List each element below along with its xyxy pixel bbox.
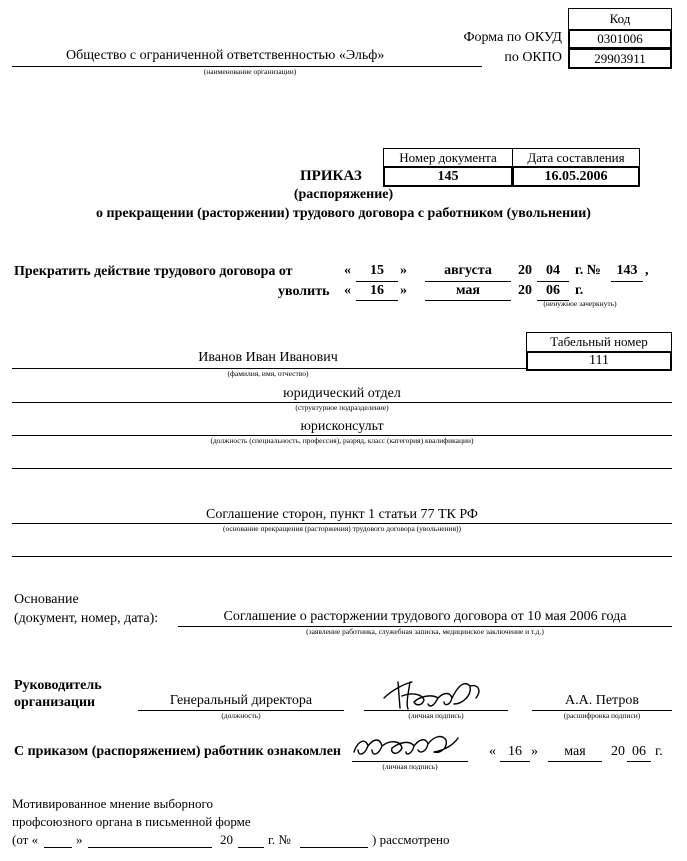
- organization-name: Общество с ограниченной ответственностью «Эльф»: [66, 48, 385, 63]
- department-caption: (структурное подразделение): [295, 403, 389, 412]
- acknowledged-year-prefix: 20: [611, 744, 625, 759]
- okud-value: 0301006: [597, 31, 643, 46]
- organization-caption: (наименование организации): [203, 67, 297, 76]
- acknowledged-open-quote: «: [489, 744, 496, 759]
- okpo-cell: [568, 48, 672, 69]
- basis-caption: (заявление работника, служебная записка, медицинское заключение и т.д.): [306, 627, 544, 636]
- employee-signature: [350, 730, 462, 764]
- acknowledged-year-line: [627, 761, 651, 762]
- code-header-cell: [568, 8, 672, 30]
- acknowledged-day: 16: [508, 744, 522, 759]
- union-year-prefix: 20: [220, 832, 233, 847]
- head-position: Генеральный директора: [169, 693, 313, 708]
- employee-name: Иванов Иван Иванович: [198, 350, 338, 365]
- code-header: Код: [609, 11, 631, 26]
- union-month-line: [88, 847, 212, 848]
- acknowledged-month: мая: [564, 744, 586, 759]
- dismiss-g: г.: [575, 283, 584, 298]
- union-year-line: [238, 847, 264, 848]
- employee-signature-caption: (личная подпись): [382, 762, 438, 771]
- title-subtitle: (распоряжение): [293, 187, 394, 202]
- acknowledged-g: г.: [655, 744, 663, 759]
- employee-name-caption: (фамилия, имя, отчество): [227, 369, 309, 378]
- dismiss-caption: (ненужное зачеркнуть): [543, 299, 617, 308]
- dismiss-day: 16: [370, 283, 384, 298]
- employee-position: юрисконсульт: [300, 419, 384, 434]
- termination-open-quote: «: [344, 263, 351, 278]
- doc-date-cell: [512, 166, 640, 187]
- tab-number-header: Табельный номер: [550, 334, 648, 349]
- head-name: А.А. Петров: [565, 693, 639, 708]
- tab-number-header-cell: [526, 332, 672, 352]
- position-caption: (должность (специальность, профессия), разряд, класс (категория) квалификации): [210, 436, 474, 445]
- head-position-caption: (должность): [221, 711, 261, 720]
- head-name-caption: (расшифровка подписи): [563, 711, 641, 720]
- grounds-extra-line: [12, 556, 672, 557]
- title-order: ПРИКАЗ: [300, 168, 362, 184]
- employee-department: юридический отдел: [283, 386, 401, 401]
- union-day-line: [44, 847, 72, 848]
- position-extra-line: [12, 468, 672, 469]
- termination-close-quote: »: [400, 263, 407, 278]
- acknowledged-day-line: [500, 761, 530, 762]
- doc-number: 145: [437, 168, 459, 184]
- dismiss-label: уволить: [278, 284, 330, 299]
- termination-g-no: г. №: [575, 263, 601, 278]
- title-description: о прекращении (расторжении) трудового договора с работником (увольнении): [96, 206, 591, 221]
- doc-date-header-cell: [512, 148, 640, 167]
- basis-label-2: (документ, номер, дата):: [14, 611, 159, 626]
- dismiss-month: мая: [455, 283, 480, 298]
- doc-date: 16.05.2006: [544, 168, 608, 184]
- grounds-text: Соглашение сторон, пункт 1 статьи 77 ТК РФ: [206, 507, 478, 522]
- termination-year: 04: [546, 263, 560, 278]
- head-label-2: организации: [14, 695, 96, 710]
- termination-label: Прекратить действие трудового договора от: [14, 264, 293, 279]
- okud-cell: [568, 29, 672, 49]
- basis-label-1: Основание: [14, 592, 79, 607]
- union-line-1: Мотивированное мнение выборного: [12, 796, 213, 811]
- tab-number: 111: [589, 353, 609, 368]
- termination-day: 15: [370, 263, 384, 278]
- dismiss-open-quote: «: [344, 283, 351, 298]
- okpo-value: 29903911: [594, 50, 646, 66]
- doc-number-header-cell: [383, 148, 513, 167]
- dismiss-close-quote: »: [400, 283, 407, 298]
- termination-contract-no: 143: [616, 263, 638, 278]
- acknowledged-label: С приказом (распоряжением) работник ознакомлен: [14, 744, 341, 759]
- termination-month: августа: [444, 263, 492, 278]
- dismiss-month-line: [425, 300, 511, 301]
- acknowledged-month-line: [548, 761, 602, 762]
- dismiss-day-line: [356, 300, 398, 301]
- head-label-1: Руководитель: [14, 678, 102, 693]
- doc-date-header: Дата составления: [527, 149, 625, 165]
- termination-comma: ,: [645, 263, 649, 278]
- union-ot: (от «: [12, 832, 39, 847]
- grounds-caption: (основание прекращения (расторжения) трудового договора (увольнения)): [222, 524, 462, 533]
- termination-contract-line: [611, 281, 643, 282]
- termination-day-line: [356, 281, 398, 282]
- head-signature-caption: (личная подпись): [408, 711, 464, 720]
- dismiss-year: 06: [546, 283, 560, 298]
- union-end: ) рассмотрено: [372, 832, 450, 847]
- acknowledged-year: 06: [632, 744, 646, 759]
- acknowledged-close-quote: »: [531, 744, 538, 759]
- termination-year-prefix: 20: [518, 263, 532, 278]
- union-g-no: г. №: [268, 832, 291, 847]
- doc-number-cell: [383, 166, 513, 187]
- union-line-2: профсоюзного органа в письменной форме: [12, 814, 251, 829]
- basis-text: Соглашение о расторжении трудового договора от 10 мая 2006 года: [223, 609, 627, 624]
- union-number-line: [300, 847, 368, 848]
- dismiss-year-prefix: 20: [518, 283, 532, 298]
- okud-label: Форма по ОКУД: [463, 30, 562, 45]
- okpo-label: по ОКПО: [504, 50, 562, 65]
- termination-year-line: [537, 281, 569, 282]
- termination-month-line: [425, 281, 511, 282]
- tab-number-cell: [526, 351, 672, 371]
- doc-number-header: Номер документа: [399, 149, 497, 165]
- union-close-quote: »: [76, 832, 83, 847]
